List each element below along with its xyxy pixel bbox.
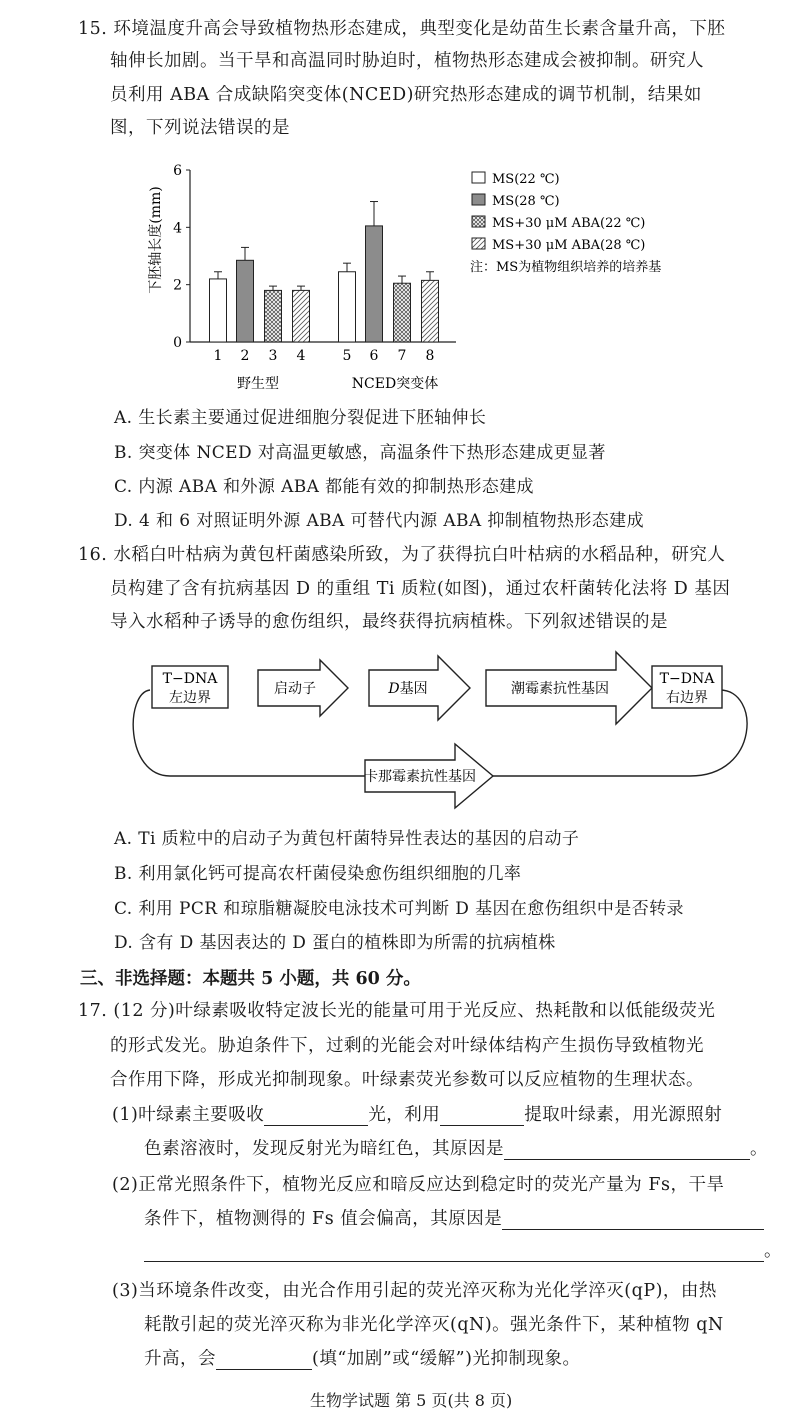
blank-1[interactable] [264,1107,368,1126]
q17-part3-line3: 升高，会 (填“加剧”或“缓解”)光抑制现象。 [144,1349,581,1369]
y-tick-label: 4 [173,220,182,237]
q16-line-3: 导入水稻种子诱导的愈伤组织，最终获得抗病植株。下列叙述错误的是 [110,612,668,632]
y-tick-label: 0 [173,335,182,351]
q15-option-b: B. 突变体 NCED 对高温更敏感，高温条件下热形态建成更显著 [114,443,606,463]
x-tick-label: 2 [240,348,250,364]
chart-note: 注：MS为植物组织培养的培养基 [470,260,662,275]
q15-line-1: 15. 环境温度升高会导致植物热形态建成，典型变化是幼苗生长素含量升高，下胚 [78,19,726,39]
q17-part1-line2: 色素溶液时，发现反射光为暗红色，其原因是 。 [144,1139,768,1159]
q17-part3-line2: 耗散引起的荧光淬灭称为非光化学淬灭(qN)。强光条件下，某种植物 qN [144,1315,724,1335]
bar-6 [366,226,383,342]
q16-option-b: B. 利用氯化钙可提高农杆菌侵染愈伤组织细胞的几率 [114,864,522,884]
x-tick-label: 3 [268,348,278,364]
bar-5 [339,272,356,342]
x-tick-label: 4 [296,348,306,364]
y-axis-label: 下胚轴长度(mm) [148,186,164,294]
q17-part2-line1: (2)正常光照条件下，植物光反应和暗反应达到稳定时的荧光产量为 Fs，干旱 [112,1175,725,1195]
blank-4[interactable] [502,1211,764,1230]
bar-7 [394,283,411,342]
y-tick-label: 2 [173,277,182,294]
y-tick-label: 6 [173,163,182,179]
group-label-nced: NCED突变体 [351,376,439,392]
x-tick-label: 5 [342,348,352,364]
q17-part2-line2: 条件下，植物测得的 Fs 值会偏高，其原因是 [144,1208,764,1230]
q16-option-d: D. 含有 D 基因表达的 D 蛋白的植株即为所需的抗病植株 [114,933,556,953]
q15-line-4: 图，下列说法错误的是 [110,118,290,138]
q15-option-a: A. 生长素主要通过促进细胞分裂促进下胚轴伸长 [114,408,487,428]
legend-swatch [472,216,485,227]
q17-part1-line1: (1)叶绿素主要吸收 光，利用 提取叶绿素，用光源照射 [112,1105,723,1125]
x-tick-label: 8 [425,348,435,364]
kanamycin-label: 卡那霉素抗性基因 [364,769,476,785]
blank-5[interactable] [144,1243,764,1262]
x-tick-label: 6 [369,348,379,364]
q15-option-d: D. 4 和 6 对照证明外源 ABA 可替代内源 ABA 抑制植物热形态建成 [114,511,644,531]
x-tick-label: 7 [397,348,407,364]
hypocotyl-bar-chart [140,150,760,405]
bar-3 [265,290,282,342]
d-gene-label: D基因 [388,681,428,697]
bar-8 [422,280,439,342]
legend-swatch [472,238,485,249]
tdna-left-line1: T−DNA [162,671,218,687]
x-tick-label: 1 [213,348,223,364]
legend-swatch [472,172,485,183]
q16-line-1: 16. 水稻白叶枯病为黄包杆菌感染所致，为了获得抗白叶枯病的水稻品种，研究人 [78,545,726,565]
q16-option-c: C. 利用 PCR 和琼脂糖凝胶电泳技术可判断 D 基因在愈伤组织中是否转录 [114,899,684,919]
q15-option-c: C. 内源 ABA 和外源 ABA 都能有效的抑制热形态建成 [114,477,534,497]
page-footer: 生物学试题 第 5 页(共 8 页) [310,1391,513,1410]
blank-2[interactable] [440,1107,524,1126]
hygromycin-label: 潮霉素抗性基因 [511,681,609,697]
q17-line-2: 的形式发光。胁迫条件下，过剩的光能会对叶绿体结构产生损伤导致植物光 [110,1036,704,1056]
q15-line-3: 员利用 ABA 合成缺陷突变体(NCED)研究热形态建成的调节机制，结果如 [110,85,702,105]
section-3-heading: 三、非选择题：本题共 5 小题，共 60 分。 [80,969,421,989]
q17-part2-line3: 。 [144,1240,782,1262]
bar-4 [293,290,310,342]
q17-line-1: 17. (12 分)叶绿素吸收特定波长光的能量可用于光反应、热耗散和以低能级荧光 [78,1001,716,1021]
bar-2 [237,260,254,342]
legend-swatch [472,194,485,205]
legend-label: MS(28 ℃) [492,194,560,209]
q17-line-3: 合作用下降，形成光抑制现象。叶绿素荧光参数可以反应植物的生理状态。 [110,1070,704,1090]
promoter-label: 启动子 [274,681,316,697]
group-label-wildtype: 野生型 [237,376,279,392]
q17-part3-line1: (3)当环境条件改变，由光合作用引起的荧光淬灭称为光化学淬灭(qP)，由热 [112,1281,717,1301]
q16-line-2: 员构建了含有抗病基因 D 的重组 Ti 质粒(如图)，通过农杆菌转化法将 D 基因 [110,579,731,599]
bar-1 [210,279,227,342]
ti-plasmid-diagram [120,648,760,818]
legend-label: MS(22 ℃) [492,172,560,187]
q15-line-2: 轴伸长加剧。当干旱和高温同时胁迫时，植物热形态建成会被抑制。研究人 [110,51,704,71]
tdna-left-line2: 左边界 [169,690,211,706]
q16-option-a: A. Ti 质粒中的启动子为黄包杆菌特异性表达的基因的启动子 [114,829,580,849]
blank-3[interactable] [504,1141,750,1160]
tdna-right-line1: T−DNA [659,671,715,687]
tdna-right-line2: 右边界 [666,690,708,706]
legend-label: MS+30 μM ABA(22 ℃) [492,216,646,231]
blank-6[interactable] [216,1351,312,1370]
legend-label: MS+30 μM ABA(28 ℃) [492,238,646,253]
